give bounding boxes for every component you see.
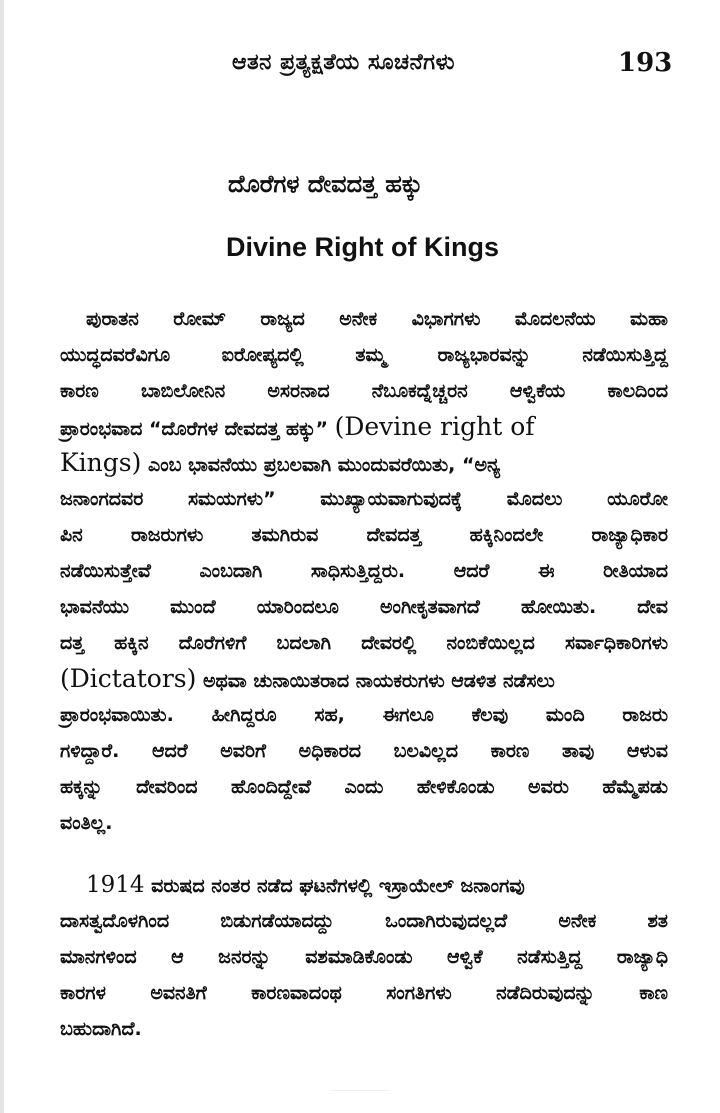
text-line: ಹಕ್ಕನ್ನು ದೇವರಿಂದ ಹೊಂದಿದ್ದೇವೆ ಎಂದು ಹೇಳಿಕೊಂಡು ಅವರು ಹೆಮ್ಮೆಪಡು — [60, 776, 668, 798]
text-line-with-latin — [60, 414, 535, 440]
text-line-with-year — [86, 872, 668, 898]
latin-insert-dictators: (Dictators) — [60, 664, 197, 693]
text-line: ಪುರಾತನ ರೋಮ್ ರಾಜ್ಯದ ಅನೇಕ ವಿಭಾಗಗಳು ಮೊದಲನೆಯ ಮಹಾ — [86, 308, 668, 330]
section-heading-english: Divine Right of Kings — [226, 232, 499, 262]
page-number: 193 — [618, 48, 673, 78]
text-line: ಕಾರಣ ಬಾಬಿಲೋನಿನ ಅಸರನಾದ ನೆಬೂಕದ್ನೆಚ್ಚರನ ಆಳ್ವಿಕೆಯ ಕಾಲದಿಂದ — [60, 380, 668, 402]
latin-insert-devine-right-of: (Devine right of — [334, 412, 535, 441]
text-line: ದಾಸತ್ವದೊಳಗಿಂದ ಬಿಡುಗಡೆಯಾದದ್ದು ಒಂದಾಗಿರುವುದಲ್ಲದೆ ಅನೇಕ ಶತ — [60, 910, 668, 932]
page-edge-shadow — [0, 0, 4, 1113]
text-segment: ಅಥವಾ ಚುನಾಯಿತರಾದ ನಾಯಕರುಗಳು ಆಡಳಿತ ನಡೆಸಲು — [203, 670, 555, 692]
running-head-title: ಆತನ ಪ್ರತ್ಯಕ್ಷತೆಯ ಸೂಚನೆಗಳು — [232, 50, 456, 75]
bottom-divider — [330, 1090, 390, 1091]
text-line: ಗಳಿದ್ದಾರೆ. ಆದರೆ ಅವರಿಗೆ ಅಧಿಕಾರದ ಬಲವಿಲ್ಲದ ಕಾರಣ ತಾವು ಆಳುವ — [60, 740, 668, 762]
text-line: ಜನಾಂಗದವರ ಸಮಯಗಳು” ಮುಖ್ಯಾಯವಾಗುವುದಕ್ಕೆ ಮೊದಲು ಯೂರೋ — [60, 488, 668, 510]
text-line: ಬಹುದಾಗಿದೆ. — [60, 1018, 142, 1040]
year-1914: 1914 — [86, 872, 145, 898]
text-line-with-latin — [60, 450, 500, 476]
text-line: ನಡೆಯಿಸುತ್ತೇವೆ ಎಂಬದಾಗಿ ಸಾಧಿಸುತ್ತಿದ್ದರು. ಆದರೆ ಈ ರೀತಿಯಾದ — [60, 560, 668, 582]
text-line: ಕಾರಗಳ ಅವನತಿಗೆ ಕಾರಣವಾದಂಥ ಸಂಗತಿಗಳು ನಡೆದಿರುವುದನ್ನು ಕಾಣ — [60, 982, 668, 1004]
section-heading-kannada: ದೊರೆಗಳ ದೇವದತ್ತ ಹಕ್ಕು — [228, 170, 423, 198]
text-line: ಪ್ರಾರಂಭವಾಯಿತು. ಹೀಗಿದ್ದರೂ ಸಹ, ಈಗಲೂ ಕೆಲವು ಮಂದಿ ರಾಜರು — [60, 704, 668, 726]
text-segment: ಪ್ರಾರಂಭವಾದ “ದೊರೆಗಳ ದೇವದತ್ತ ಹಕ್ಕು” — [60, 418, 328, 440]
text-line: ವಂತಿಲ್ಲ. — [60, 812, 113, 834]
text-line: ಪಿನ ರಾಜರುಗಳು ತಮಗಿರುವ ದೇವದತ್ತ ಹಕ್ಕಿನಿಂದಲೇ ರಾಜ್ಯಾಧಿಕಾರ — [60, 524, 668, 546]
text-line-with-latin — [60, 666, 555, 692]
text-segment: ಎಂಬ ಭಾವನೆಯು ಪ್ರಬಲವಾಗಿ ಮುಂದುವರೆಯಿತು, “ಅನ್ಯ — [148, 454, 501, 476]
text-line: ಭಾವನೆಯು ಮುಂದೆ ಯಾರಿಂದಲೂ ಅಂಗೀಕೃತವಾಗದೆ ಹೋಯಿತು. ದೇವ — [60, 596, 668, 618]
text-line: ಯುದ್ಧದವರೆವಿಗೂ ಐರೋಪ್ಯದಲ್ಲಿ ತಮ್ಮ ರಾಜ್ಯಭಾರವನ್ನು ನಡೆಯಿಸುತ್ತಿದ್ದ — [60, 344, 668, 366]
text-line: ಮಾನಗಳಿಂದ ಆ ಜನರನ್ನು ವಶಮಾಡಿಕೊಂಡು ಆಳ್ವಿಕೆ ನಡೆಸುತ್ತಿದ್ದ ರಾಜ್ಯಾಧಿ — [60, 946, 668, 968]
text-segment: ವರುಷದ ನಂತರ ನಡೆದ ಘಟನೆಗಳಲ್ಲಿ ಇಸ್ರಾಯೇಲ್ ಜನಾಂಗವು — [151, 875, 525, 897]
text-line: ದತ್ತ ಹಕ್ಕಿನ ದೊರೆಗಳಿಗೆ ಬದಲಾಗಿ ದೇವರಲ್ಲಿ ನಂಬಿಕೆಯಿಲ್ಲದ ಸರ್ವಾಧಿಕಾರಿಗಳು — [60, 632, 668, 654]
latin-insert-kings: Kings) — [60, 448, 142, 477]
